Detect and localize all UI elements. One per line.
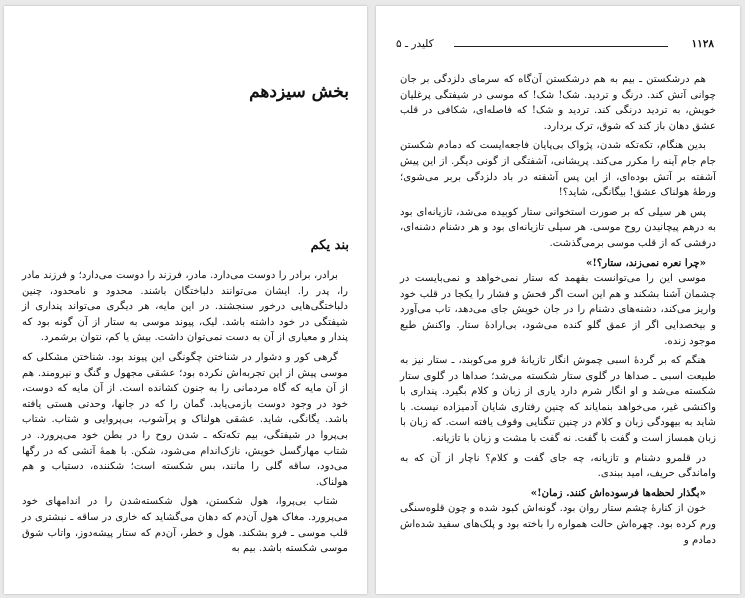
running-head — [396, 38, 714, 54]
right-page-body — [400, 72, 716, 548]
header-rule — [454, 46, 668, 47]
paragraph: شتاب بی‌پروا، هول شکستن، هول شکسته‌شدن را در اندامهای خود می‌پرورد. مغاک هول آن‌دم که دهان می‌گشاید که خاری در ساقه ـ نبشتری در قلب موسی ـ فرو بشکند. هول و خطر، آن‌دم که ستار پیشه‌دوز، واتاب شوق موسی شکسته باشد. بیم به — [22, 496, 348, 555]
left-page-body — [22, 268, 348, 557]
paragraph: برادر، برادر را دوست می‌دارد. مادر، فرزند را دوست می‌دارد؛ و فرزند مادر را، پدر را. ایشان می‌توانند دلباختگان باشند. محدود و نامحدود، چنین دلباختگی‌هایی درخور سنجشند. در این مایه، هر دیگری می‌تواند پنداری از شیفتگی در خود داشته باشد. لیک، پیوند موسی به ستار از آن گونه بود که پندار و معیاری از آن به دست نمی‌توان داشت. بیش یا کم، نتوان برشمرد. — [22, 270, 348, 344]
subsection-title: بند یکم — [310, 238, 349, 253]
left-page — [4, 6, 367, 594]
paragraph: خون از کنارهٔ چشم ستار روان بود. گونه‌اش کبود شده و چون قلوه‌سنگی ورم کرده بود. چهره‌اش حالت همواره را باخته بود و پلک‌های سفید شده‌اش دمادم و — [400, 503, 716, 546]
paragraph: پس هر سیلی که بر صورت استخوانی ستار کوبیده می‌شد، تازیانه‌ای بود به درهم پیچانیدن روح موسی. هر سیلی تازیانه‌ای بود و هر دشنام دشنه‌ای، درفشی که از قلب موسی برمی‌گذشت. — [400, 206, 716, 249]
running-title: کلیدر ـ ۵ — [396, 38, 434, 50]
page-number: ۱۱۲۸ — [691, 38, 714, 50]
paragraph: در قلمرو دشنام و تازیانه، چه جای گفت و کلام؟ ناچار از آن که به واماندگی حریف، امید ببندی. — [400, 452, 716, 480]
quoted-line: «چرا نعره نمی‌زند، ستار؟!» — [586, 256, 706, 269]
right-page — [376, 6, 740, 594]
paragraph: هنگم که بر گردهٔ اسبی چموش انگار تازیانهٔ فرو می‌کوبند، ـ ستار نیز به طبیعت اسبی ـ صداها در گلوی ستار شکسته می‌شد؛ صداها در گلوی ستار شکسته می‌شد و او انگار شرم دارد یاری از زبان و کلام بگیرد. پنداری با واکنشی غیر، می‌خواهد بنمایاند که چنین رفتاری شایان آدمیزاده نیست. با شاید به بیهودگی زبان و کلام در چنین تنگنایی وقوف یافته است. که زبان با زبان همساز است و گفت با گفت. نه گفت با مشت و زبان با تازیانه. — [400, 355, 716, 445]
paragraph: موسی این را می‌توانست بفهمد که ستار نمی‌خواهد و نمی‌بایست در چشمان آشنا بشکند و هم این است اگر فحش و فشار را یکجا در قلب خود واریز می‌کند، دشنه‌های دشنام را در جان خویش جای می‌دهد، تاب می‌آورد و بیخصدایی اگر از عمق گلو کنده می‌شود، بی‌ارادهٔ ستار. واکنش طبع موجود زنده. — [400, 273, 716, 347]
quoted-line: «بگذار لحظه‌ها فرسوده‌اش کنند. زمان!» — [530, 486, 706, 499]
paragraph: گرهی کور و دشوار در شناختن چگونگی این پیوند بود. شناختن مشکلی که موسی پیش از این تجربه‌اش نکرده بود؛ عشقی مجهول و گنگ و نیرومند. هم از آن مایه که گاه مردمانی را به جنون کشانده است. از آن مایه که دوست، خود در وجود دوست بازمی‌یابد. گمان را که در جانها، وحدتی هستی یافته باشد. یگانگی، شاید. عشقی هولناک و پرآشوب، بی‌پروایی و شتاب. شتاب بی‌پروا در شیفتگی، بیم تکه‌تکه ـ شدن روح را در بطن خود می‌پرورد. در شتاب مهارگسل خویش، نازک‌اندام می‌شود، شکن. با همهٔ آتشی که در رگها می‌دود، ساقه گلی را مانند، بس شکسته است؛ شکننده، دستیاب و هم هولناک. — [22, 351, 348, 488]
section-title: بخش سیزدهم — [249, 82, 349, 102]
paragraph: بدین هنگام، تکه‌تکه شدن، پژواک بی‌پایان فاجعه‌ایست که دمادم شکستن جام جام آینه را مکرر می‌کند. پریشانی، آشفتگی از گونی دیگر. از این پیش آشفته بر آتش بوده‌ای، از این پس آشفته در باد دلزدگی بربر می‌شوی؛ ورطهٔ هولناک عشق! بیگانگی، شاید؟! — [400, 140, 716, 199]
paragraph: هم درشکستن ـ بیم به هم درشکستن آن‌گاه که سرمای دلزدگی بر جان چوانی آتش کند. درنگ و تردید. شک! شک! که موسی در شیفتگی پرغلیان خویش، به تردید درنگی کند. تردید و شک! که فاصله‌ای، شکافی در قلب عشق دهان باز کند که شوق، ترک بردارد. — [400, 74, 716, 132]
